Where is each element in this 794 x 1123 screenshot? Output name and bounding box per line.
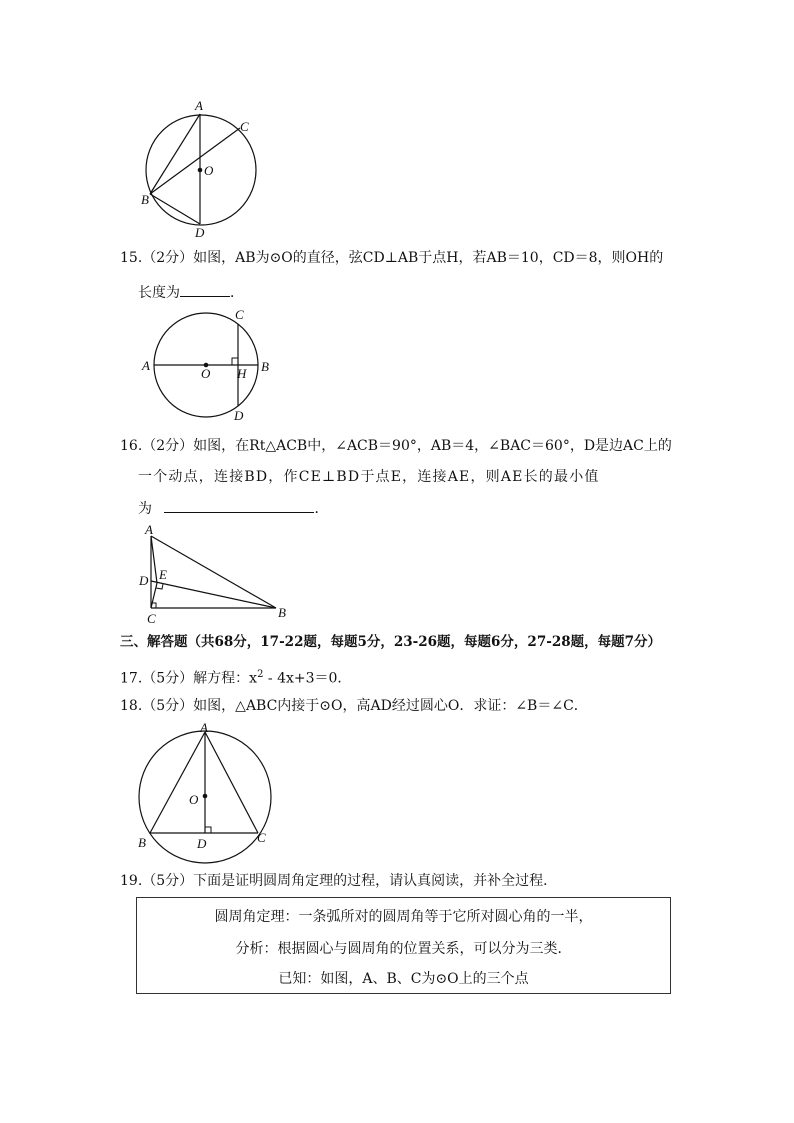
question-text: 如图，在Rt△ACB中，∠ACB＝90°，AB＝4，∠BAC＝60°，D是边AC上的: [193, 438, 672, 454]
question-number: 15.（2分）: [120, 250, 194, 266]
question-text: - 4x+3＝0．: [263, 670, 352, 687]
question-16-line2: [138, 467, 600, 487]
segment-BC: [150, 128, 240, 194]
segment-AB: [151, 536, 276, 608]
question-15-line2: [138, 282, 244, 303]
label-C: C: [147, 611, 156, 626]
question-number: 16.（2分）: [120, 438, 194, 454]
question-number: 17.（5分）: [120, 670, 194, 687]
question-text: 一个动点，连接BD，作CE⊥BD于点E，连接AE，则AE长的最小值: [138, 469, 600, 485]
right-angle-mark: [232, 358, 238, 365]
label-C: C: [257, 830, 266, 845]
question-text: 如图，AB为⊙O的直径，弦CD⊥AB于点H，若AB＝10，CD＝8，则OH的: [193, 250, 664, 266]
right-angle-mark: [205, 827, 211, 833]
answer-blank[interactable]: [180, 282, 230, 297]
figure-q15: [138, 306, 273, 424]
question-text: 解方程：x: [193, 670, 258, 687]
figure-q16: [135, 522, 295, 626]
question-text: 为: [138, 501, 152, 517]
label-A: A: [145, 522, 153, 537]
question-number: 19.（5分）: [120, 873, 194, 889]
segment-AB: [150, 114, 200, 194]
theorem-statement: 圆周角定理：一条弧所对的圆周角等于它所对圆心角的一半，: [214, 909, 593, 925]
segment-DB: [151, 581, 276, 608]
label-C: C: [235, 307, 244, 322]
side-AC: [205, 732, 258, 833]
label-B: B: [138, 835, 146, 850]
question-text: ．: [230, 285, 244, 301]
theorem-box: [136, 897, 671, 994]
question-18: [120, 696, 588, 716]
label-D: D: [234, 408, 244, 423]
label-O: O: [201, 366, 211, 381]
label-D: D: [197, 836, 207, 851]
segment-BD: [150, 194, 200, 224]
question-text: 下面是证明圆周角定理的过程，请认真阅读，并补全过程．: [193, 873, 558, 889]
label-A: A: [142, 358, 150, 373]
exponent: 2: [257, 669, 264, 680]
figure-q18: [130, 720, 280, 865]
section-3-heading: 三、解答题（共68分，17-22题，每题5分，23-26题，每题6分，27-28题，每题7分）: [120, 634, 661, 650]
answer-blank[interactable]: [164, 498, 314, 513]
label-A: A: [200, 720, 208, 735]
side-AB: [150, 732, 205, 833]
label-D: D: [139, 573, 149, 588]
question-text: ．: [314, 501, 329, 517]
question-text: 长度为: [138, 285, 180, 301]
question-text: 如图，△ABC内接于⊙O，高AD经过圆心O．求证：∠B＝∠C．: [193, 698, 588, 714]
label-O: O: [204, 163, 214, 178]
figure-q14: [138, 96, 263, 241]
question-number: 18.（5分）: [120, 698, 194, 714]
center-point: [203, 794, 208, 799]
label-B: B: [141, 192, 149, 207]
label-B: B: [261, 359, 269, 374]
label-C: C: [240, 119, 249, 134]
analysis-text: 分析：根据圆心与圆周角的位置关系，可以分为三类．: [235, 941, 572, 957]
question-16-line1: [120, 436, 672, 456]
label-E: E: [159, 567, 167, 582]
question-17: [120, 665, 351, 689]
label-B: B: [278, 605, 286, 620]
question-16-line3: [138, 498, 328, 519]
label-A: A: [195, 98, 203, 113]
label-H: H: [237, 366, 247, 381]
segment-AE: [151, 536, 157, 583]
center-point: [198, 168, 203, 173]
question-15-line1: [120, 248, 663, 268]
question-19: [120, 871, 557, 891]
label-D: D: [195, 225, 205, 240]
label-O: O: [189, 792, 199, 807]
given-text: 已知：如图，A、B、C为⊙O上的三个点: [278, 971, 529, 987]
